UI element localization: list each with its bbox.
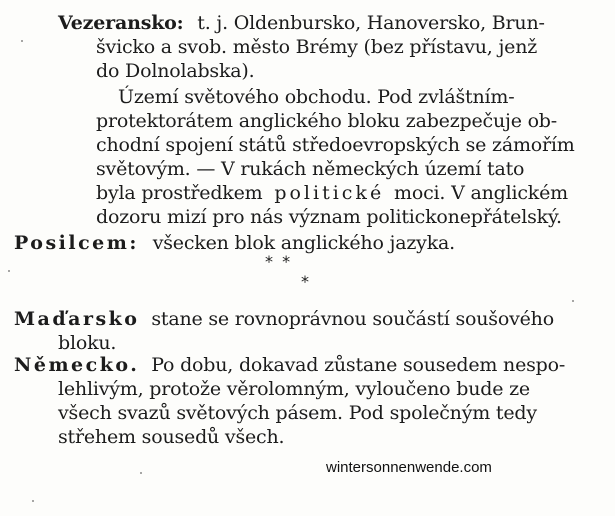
vezeransko-line-1 bbox=[58, 12, 545, 34]
nemecko-line-2: lehlivým, protože věrolomným, vyloučeno bude ze bbox=[58, 378, 530, 400]
scan-speck bbox=[8, 270, 10, 272]
nemecko-text-1: Po dobu, dokavad zůstane sousedem nespo- bbox=[151, 354, 566, 376]
separator-stars-top: * * bbox=[265, 252, 293, 271]
uzemi-line-5-end: moci. V anglickém bbox=[394, 182, 568, 204]
madarsko-text-1: stane se rovnoprávnou součástí soušového bbox=[151, 308, 554, 330]
term-nemecko: Německo. bbox=[14, 354, 140, 376]
nemecko-line-1 bbox=[14, 354, 565, 376]
scan-speck bbox=[572, 300, 574, 302]
posilcem-text: všecken blok anglického jazyka. bbox=[152, 232, 455, 254]
scan-speck bbox=[21, 40, 23, 42]
posilcem-line bbox=[14, 232, 455, 254]
term-posilcem: Posilcem: bbox=[14, 232, 139, 254]
uzemi-line-5 bbox=[96, 182, 568, 204]
scan-speck bbox=[32, 500, 34, 502]
uzemi-line-2: protektorátem anglického bloku zabezpečuje ob- bbox=[96, 110, 557, 132]
spaced-word-politicke: politické bbox=[274, 182, 385, 204]
uzemi-line-5-start: byla prostředkem bbox=[96, 182, 263, 204]
madarsko-line-1 bbox=[14, 308, 554, 330]
madarsko-line-2: bloku. bbox=[58, 332, 117, 354]
separator-star-bottom: * bbox=[301, 272, 309, 291]
uzemi-line-6: dozoru mizí pro nás význam politickonepřátelský. bbox=[96, 206, 562, 228]
scan-speck bbox=[140, 472, 142, 474]
vezeransko-line-2: švicko a svob. město Brémy (bez přístavu, jenž bbox=[96, 36, 538, 58]
uzemi-line-1: Území světového obchodu. Pod zvláštním- bbox=[118, 86, 515, 108]
vezeransko-text-1: t. j. Oldenbursko, Hanoversko, Brun- bbox=[197, 12, 545, 34]
uzemi-line-3: chodní spojení států středoevropských se zámořím bbox=[96, 134, 575, 156]
vezeransko-line-3: do Dolnolabska). bbox=[96, 60, 255, 82]
nemecko-line-4: střehem sousedů všech. bbox=[58, 426, 285, 448]
watermark-text: wintersonnenwende.com bbox=[326, 459, 492, 476]
uzemi-line-4: světovým. — V rukách německých území tato bbox=[96, 158, 525, 180]
term-vezeransko: Vezeransko: bbox=[58, 12, 184, 34]
term-madarsko: Maďarsko bbox=[14, 308, 140, 330]
nemecko-line-3: všech svazů světových pásem. Pod společným tedy bbox=[58, 402, 537, 424]
